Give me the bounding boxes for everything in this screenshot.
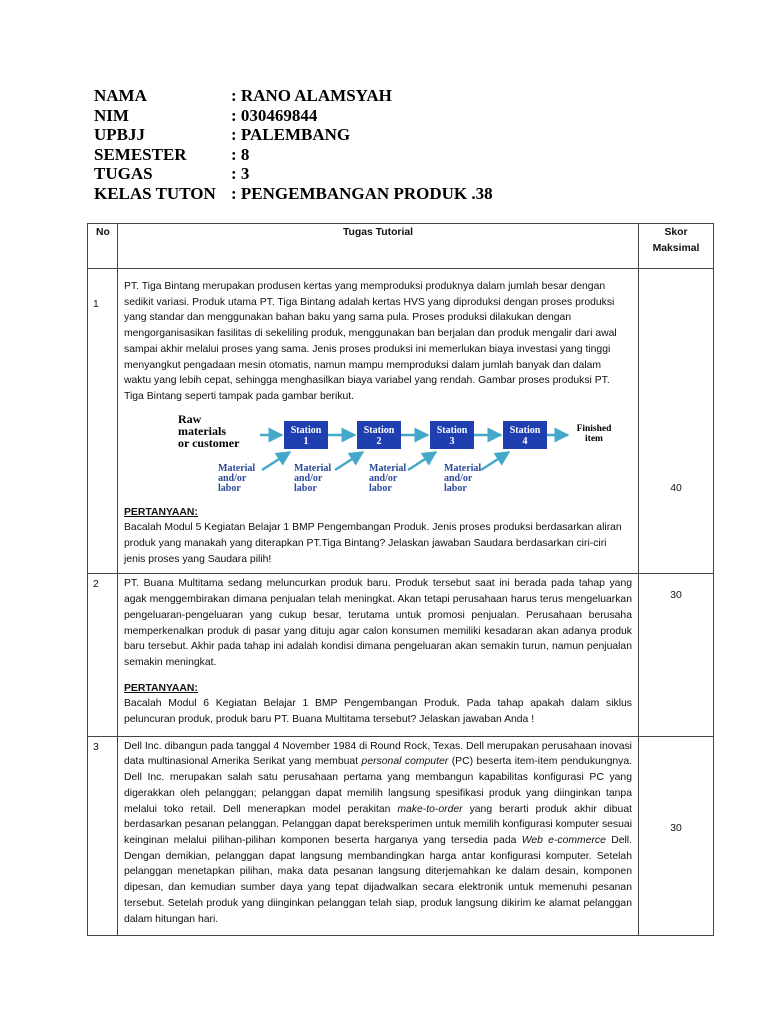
- material-label: labor: [369, 482, 392, 494]
- finished-item-label: Finished: [576, 423, 612, 434]
- info-label: NIM: [94, 105, 129, 125]
- material-label: and/or: [294, 472, 323, 484]
- pertanyaan-label: PERTANYAAN:: [124, 506, 198, 518]
- station-label: Station: [509, 424, 541, 436]
- raw-materials-label: Raw: [178, 412, 202, 426]
- header-no: No: [88, 224, 118, 269]
- raw-materials-label: materials: [178, 423, 226, 438]
- station-label: Station: [290, 424, 322, 436]
- table-row: [88, 269, 714, 574]
- task-body: PT. Buana Multitama sedang meluncurkan produk baru. Produk tersebut saat ini berada pada tahap yang agak menggembirakan dimana penjualan telah meningkat. Akan tetapi perusahaan harus terus mengeluarkan pengeluaran-pengeluaran yang cukup besar, terutama untuk promosi penjualan. Perusahaan berusaha memperkenalkan produk di pasar yang dituju agar calon konsumen memiliki kesadaran akan adanya produk baru tersebut. Akhir pada tahap ini adalah kondisi dimana pengeluaran akan semakin turun, namun penjualan semakin meningkat.: [124, 578, 632, 668]
- material-label: and/or: [444, 472, 473, 484]
- italic-term: personal computer: [361, 756, 449, 768]
- task-body: Dell Inc. dibangun pada tanggal 4 November 1984 di Round Rock, Texas. Dell merupakan perusahaan inovasi data multinasional Amerika Serikat yang membuat personal computer (PC) beserta item-item pendukungnya. Dell Inc. merupakan salah satu perusahaan pertama yang membangun kapabilitas konfigurasi PC yang digerakkan oleh pelanggan; pelanggan dapat memilih langsung spesifikasi produk yang diinginkan tanpa melalui toko retail. Dell menerapkan model perakitan make-to-order yang berarti produk akhir dibuat berdasarkan pesanan pelanggan. Pelanggan dapat bereksperimen untuk memilih konfigurasi komputer sesuai keinginan melalui pilihan-pilihan komponen beserta harganya yang tersedia pada Web e-commerce Dell. Dengan demikian, pelanggan dapat langsung membandingkan harga antar konfigurasi komputer. Setelah pelanggan menetapkan pilihan, maka data pesanan langsung diterjemahkan ke dalam desain, komponen dipesan, dan kemudian sumber daya yang tepat dijadwalkan secara elektronik untuk memenuhi pesanan tersebut. Setelah produk yang diinginkan pelanggan telah siap, produk langsung dikirim ke alamat pelanggan dalam hitungan hari.: [124, 740, 633, 925]
- question-text: Bacalah Modul 5 Kegiatan Belajar 1 BMP Pengembangan Produk. Jenis proses produksi berdasarkan aliran produk yang manakah yang diterapkan PT.Tiga Bintang? Jelaskan jawaban Saudara berdasarkan ciri-ciri jenis proses yang Saudara pilih!: [124, 522, 622, 565]
- table-header-row: [88, 224, 714, 269]
- info-label: UPBJJ: [94, 125, 145, 145]
- score-value: 40: [670, 483, 682, 494]
- score-value: 30: [670, 590, 682, 602]
- finished-item-label: item: [585, 433, 603, 444]
- table-row: [88, 574, 714, 736]
- italic-term: make-to-order: [397, 803, 463, 815]
- info-label: NAMA: [94, 86, 147, 105]
- station-label: Station: [363, 424, 395, 436]
- production-flow-diagram: [170, 413, 620, 495]
- info-row-nim: [94, 106, 493, 126]
- task-cell: [118, 269, 639, 574]
- material-arrow: [262, 452, 290, 470]
- task-body: PT. Tiga Bintang merupakan produsen kertas yang memproduksi produknya dalam jumlah besar dengan sedikit variasi. Produk utama PT. Tiga Bintang adalah kertas HVS yang diproduksi dengan proses produksi yang standar dan menggunakan bahan baku yang sama pula. Proses produksi dilakukan dengan mengorganisasikan fasilitas di sekeliling produk, menggunakan ban berjalan dan produk mengalir dari awal sampai akhir melalui proses yang sama. Jenis proses produksi ini memerlukan biaya investasi yang tinggi menyangkut pengadaan mesin otomatis, namun mampu memproduksi dalam jumlah banyak dan dalam waktu yang lebih cepat, sehingga menghasilkan biaya variabel yang rendah. Gambar proses produksi PT. Tiga Bintang seperti tampak pada gambar berikut.: [124, 281, 617, 402]
- table-row: [88, 736, 714, 935]
- info-value: : RANO ALAMSYAH: [231, 86, 392, 105]
- question-text: Bacalah Modul 6 Kegiatan Belajar 1 BMP Pengembangan Produk. Pada tahap apakah dalam siklus peluncuran produk, produk baru PT. Buana Multitama tersebut? Jelaskan jawaban Anda !: [124, 698, 632, 726]
- header-task: Tugas Tutorial: [118, 224, 639, 269]
- station-number: 4: [522, 435, 528, 447]
- info-label: KELAS TUTON: [94, 183, 216, 203]
- header-skor: Skor Maksimal: [639, 224, 714, 269]
- material-label: labor: [294, 482, 317, 494]
- info-row-kelas: [94, 184, 493, 204]
- raw-materials-label: or customer: [178, 435, 240, 450]
- material-arrow: [335, 452, 363, 470]
- info-label: TUGAS: [94, 164, 153, 184]
- station-number: 3: [449, 435, 455, 447]
- material-label: Material: [369, 462, 407, 474]
- material-label: Material: [444, 462, 482, 474]
- task-cell: [118, 574, 639, 736]
- material-arrow: [481, 452, 509, 470]
- info-value: : 030469844: [231, 105, 318, 125]
- info-row-nama: [94, 86, 493, 106]
- info-value: : 8: [231, 144, 250, 164]
- material-arrow: [408, 452, 436, 470]
- material-label: labor: [444, 482, 467, 494]
- info-row-upbjj: [94, 125, 493, 145]
- material-label: and/or: [218, 472, 247, 484]
- info-row-semester: [94, 145, 493, 165]
- row-number: 1: [88, 269, 118, 574]
- station-number: 1: [303, 435, 309, 447]
- row-number: 3: [88, 736, 118, 935]
- info-value: : PALEMBANG: [231, 125, 351, 145]
- material-label: and/or: [369, 472, 398, 484]
- info-row-tugas: [94, 164, 493, 184]
- task-cell: [118, 736, 639, 935]
- material-label: labor: [218, 482, 241, 494]
- info-label: SEMESTER: [94, 144, 187, 164]
- row-number: 2: [88, 574, 118, 736]
- score-cell: [639, 269, 714, 574]
- tutorial-table: [87, 223, 714, 936]
- score-cell: [639, 574, 714, 736]
- info-value: : 3: [231, 164, 250, 184]
- material-label: Material: [294, 462, 332, 474]
- station-label: Station: [436, 424, 468, 436]
- info-value: : PENGEMBANGAN PRODUK .38: [231, 183, 493, 203]
- station-number: 2: [376, 435, 382, 447]
- score-value: 30: [670, 822, 682, 834]
- student-info: [94, 86, 493, 204]
- pertanyaan-label: PERTANYAAN:: [124, 682, 198, 694]
- italic-term: Web e-commerce: [521, 834, 606, 846]
- score-cell: [639, 736, 714, 935]
- material-label: Material: [218, 462, 256, 474]
